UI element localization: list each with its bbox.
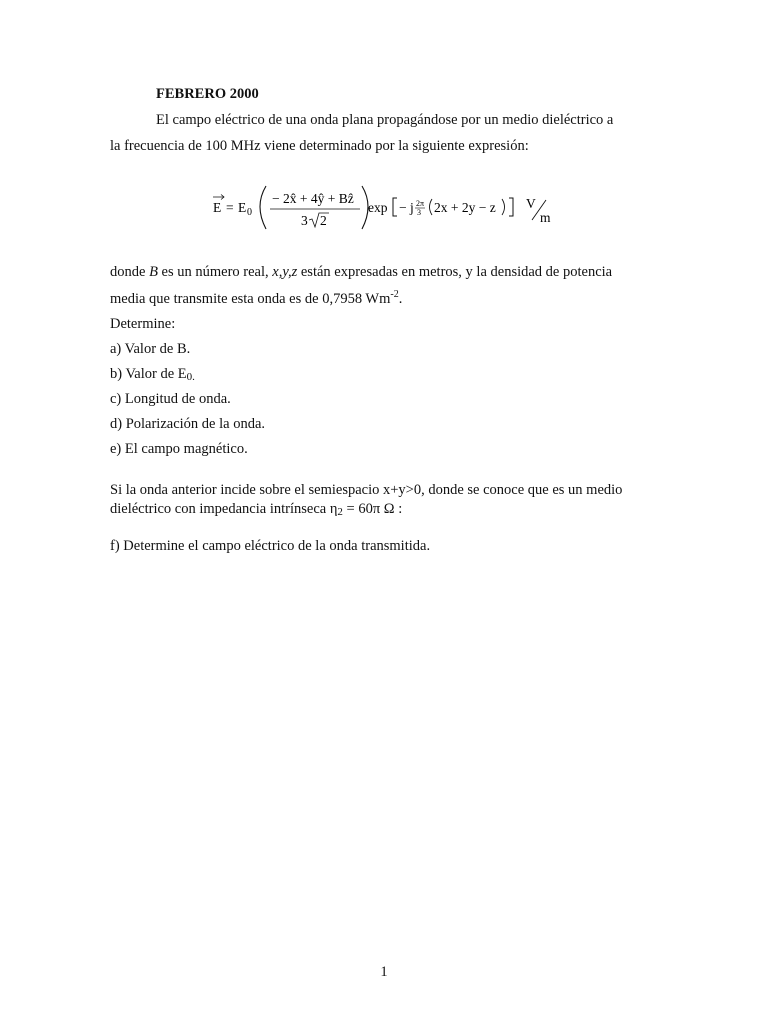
eq-exp-label: exp [368,200,388,215]
p4-text-b: : [394,501,403,517]
eq-denominator-root: 2 [320,213,327,228]
list-item-e: e) El campo magnético. [110,441,248,457]
p2-text-a: media que transmite esta onda es de 0,7958 Wm [110,291,391,307]
intro-line-1: El campo eléctrico de una onda plana propagándose por un medio dieléctrico a [156,112,614,128]
intro-line-2: la frecuencia de 100 MHz viene determinado por la siguiente expresión: [110,138,529,154]
p2-exponent: -2 [390,289,399,300]
list-item-b-text: b) Valor de E [110,366,187,382]
list-item-f: f) Determine el campo eléctrico de la onda transmitida. [110,538,431,554]
left-bracket [393,198,397,216]
p1-variables-xyz: x,y,z [272,264,298,280]
paragraph-2-line-1: Si la onda anterior incide sobre el semiespacio x+y>0, donde se conoce que es un medio [110,482,623,498]
eq-unit-den: m [540,210,551,225]
right-bracket [509,198,513,216]
eq-amplitude: E [238,200,247,215]
eq-lhs: E [213,200,222,215]
page-number: 1 [380,964,388,980]
determine-label: Determine: [110,316,176,332]
eq-exp-frac-num: 2π [416,199,425,208]
eq-exp-arg: 2x + 2y − z [434,200,496,215]
eq-unit-num: V [526,196,536,211]
p2-text-b: . [398,291,403,307]
list-item-c: c) Longitud de onda. [110,391,231,407]
eq-exp-j: − j [399,200,414,215]
paragraph-2-line-2 [110,501,402,518]
p1-text-c: están expresadas en metros, y la densidad de potencia [297,264,613,280]
p1-text-b: es un número real, [157,264,273,280]
list-item-b [110,366,195,383]
p4-text-a: dieléctrico con impedancia intrínseca [110,501,330,517]
eq-amplitude-sub: 0 [247,207,252,218]
eq-exp-frac-den: 3 [417,208,421,217]
list-item-b-sub: 0. [186,371,195,383]
exp-right-paren [502,199,505,215]
p1-variable-b: B [149,264,158,280]
list-item-d: d) Polarización de la onda. [110,416,266,432]
left-paren [260,186,266,229]
impedance-eta: η [329,501,338,517]
paragraph-1-line-1 [110,264,612,281]
impedance-value: = 60π Ω [342,501,395,517]
eq-equals: = [226,200,234,215]
impedance-sub: 2 [337,506,343,518]
electric-field-equation [204,182,564,236]
exp-left-paren [430,199,433,215]
eq-numerator: − 2x̂ + 4ŷ + Bẑ [272,191,354,206]
paragraph-1-line-2 [110,291,402,308]
p1-text-a: donde [110,264,150,280]
eq-denominator-coef: 3 [301,213,308,228]
list-item-a: a) Valor de B. [110,341,191,357]
document-title: FEBRERO 2000 [156,86,259,102]
vector-arrow-icon [213,195,224,200]
